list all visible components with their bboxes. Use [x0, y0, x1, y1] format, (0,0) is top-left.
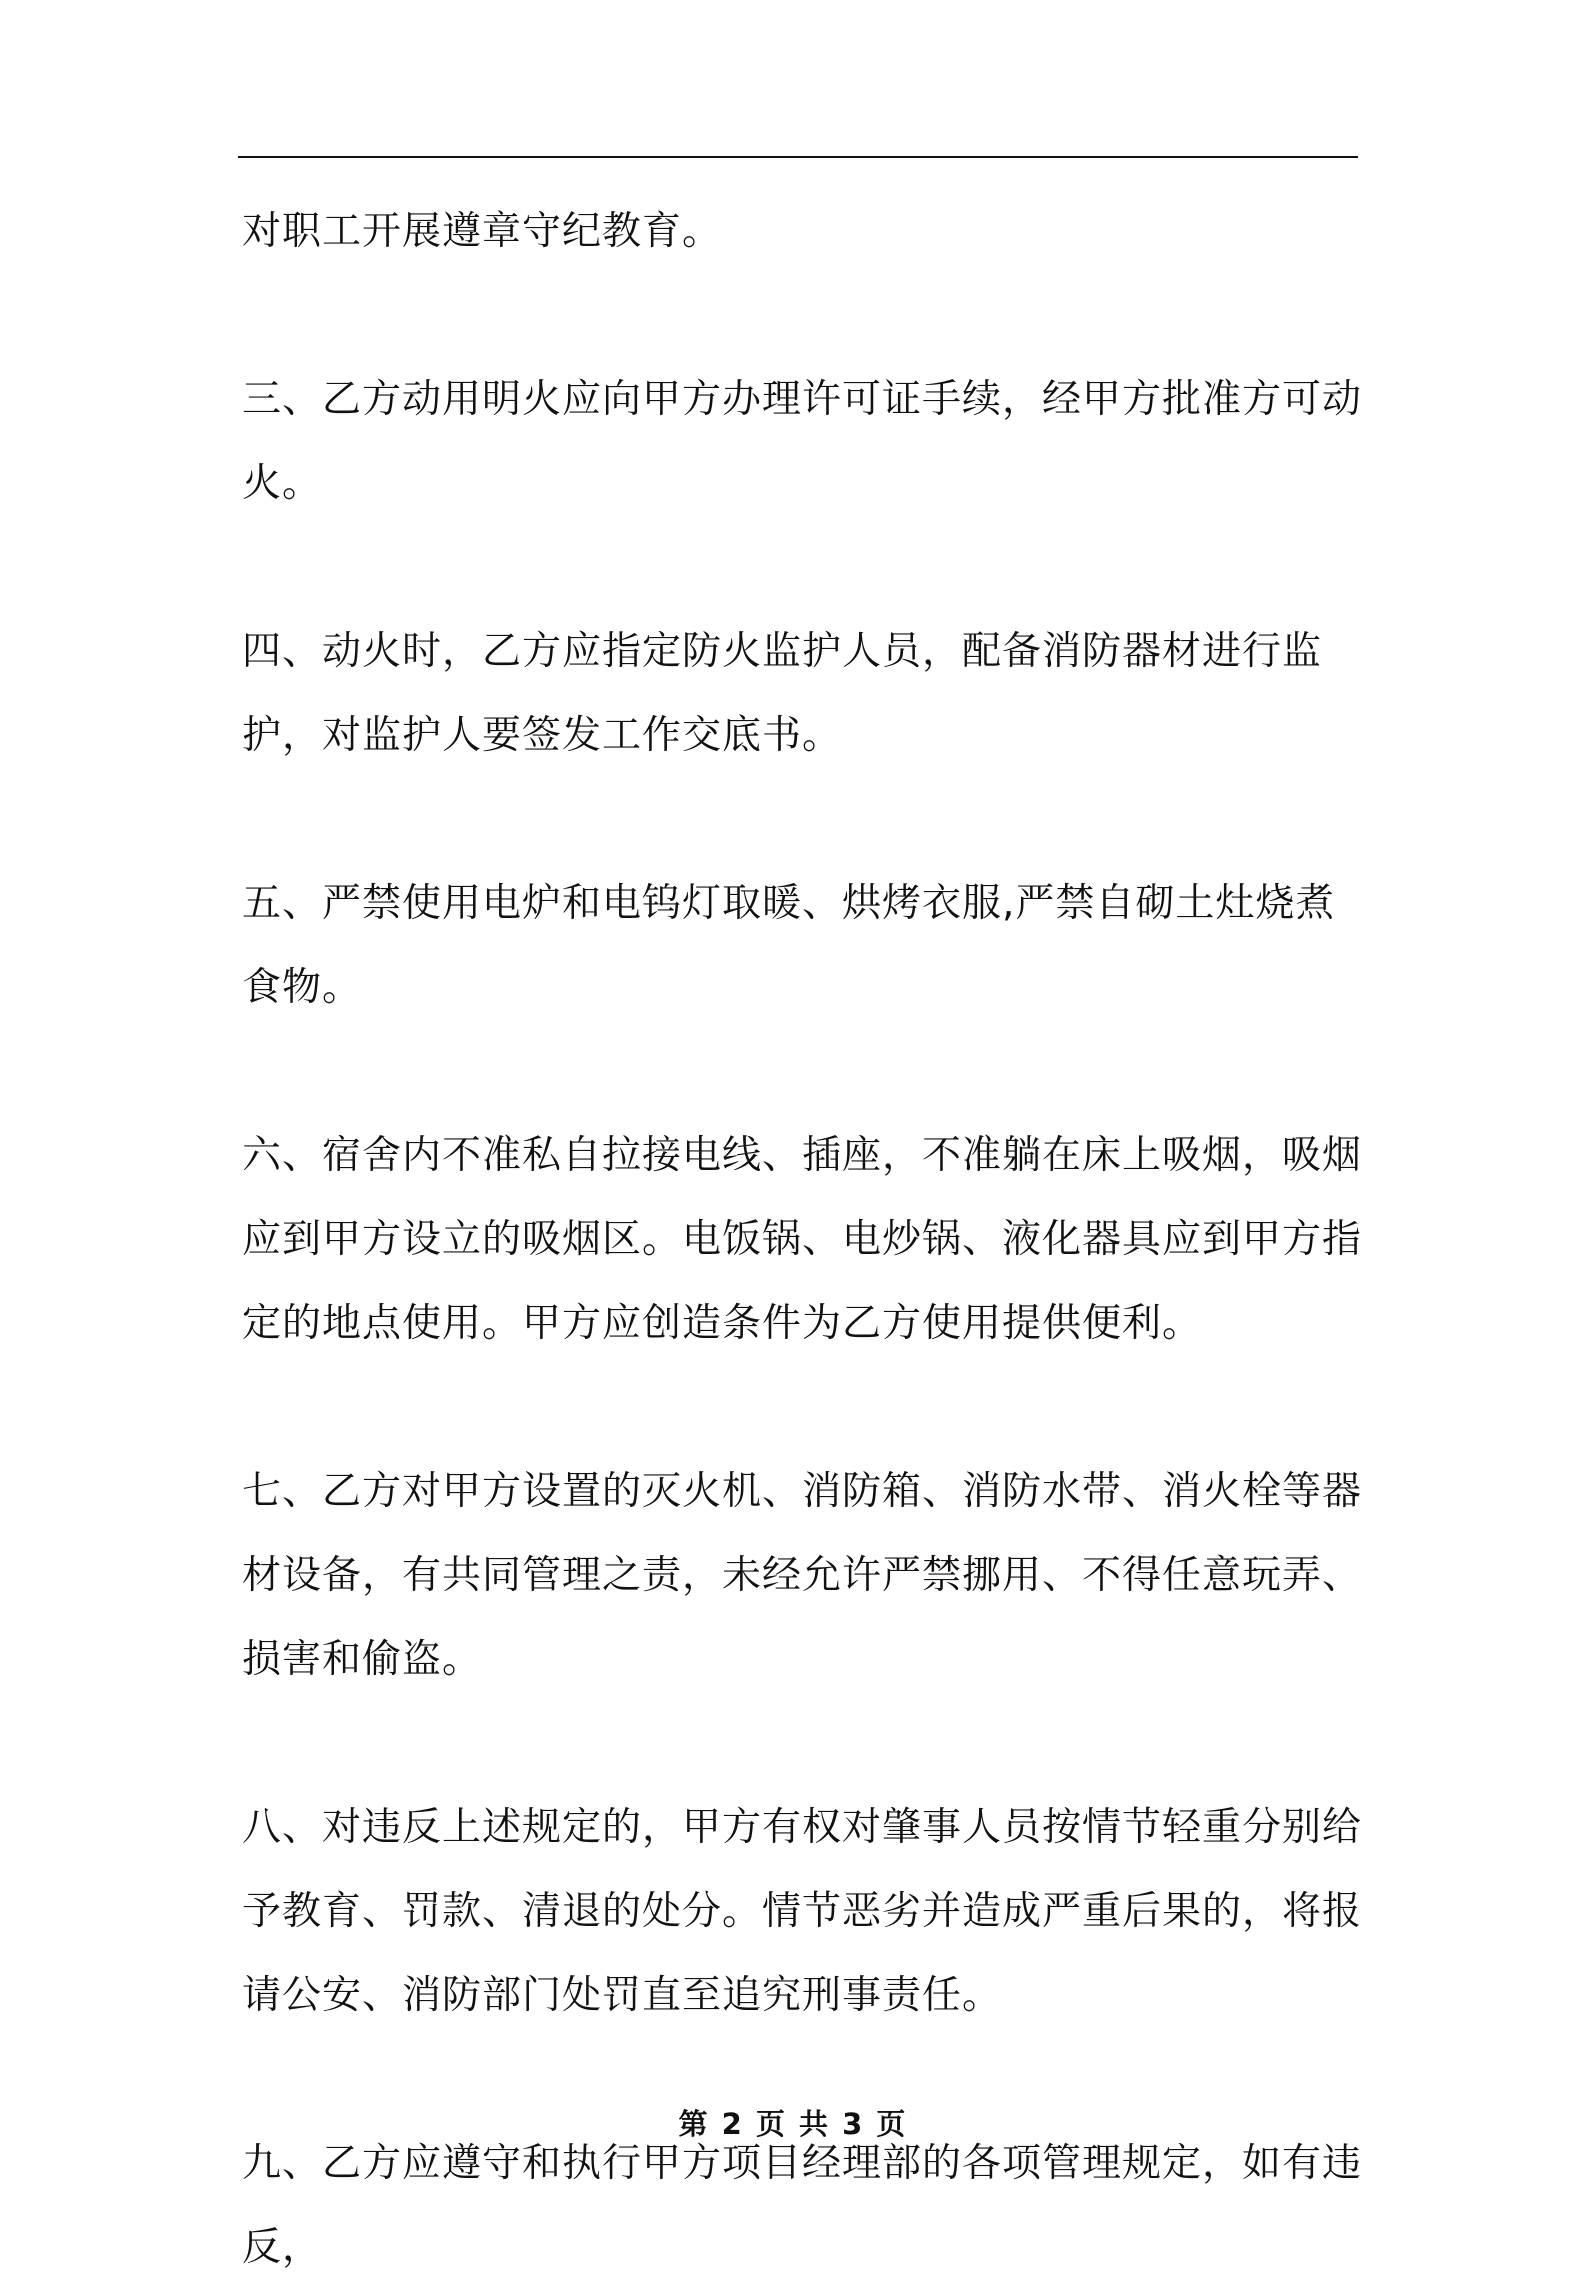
- paragraph-item-9: 九、乙方应遵守和执行甲方项目经理部的各项管理规定，如有违反，: [242, 2141, 1363, 2270]
- paragraph-item-4: 四、动火时，乙方应指定防火监护人员，配备消防器材进行监护，对监护人要签发工作交底书。: [242, 629, 1323, 758]
- paragraph-gap: [242, 1702, 1367, 1786]
- paragraph-item-3: 三、乙方动用明火应向甲方办理许可证手续，经甲方批准方可动火。: [242, 377, 1363, 506]
- footer-middle: 页 共: [743, 2107, 843, 2141]
- paragraph-continuation: 对职工开展遵章守纪教育。: [242, 209, 723, 254]
- header-rule: [238, 156, 1358, 158]
- paragraph-gap: [242, 778, 1367, 862]
- paragraph-item-8: 八、对违反上述规定的，甲方有权对肇事人员按情节轻重分别给予教育、罚款、清退的处分。情节恶劣并造成严重后果的，将报请公安、消防部门处罚直至追究刑事责任。: [242, 1805, 1363, 2018]
- footer-suffix: 页: [864, 2107, 908, 2141]
- paragraph-gap: [242, 1030, 1367, 1114]
- current-page-number: 2: [721, 2107, 744, 2141]
- document-body: [242, 190, 1367, 2290]
- footer-prefix: 第: [678, 2107, 722, 2141]
- page-footer: [0, 2102, 1586, 2143]
- paragraph-gap: [242, 1366, 1367, 1450]
- paragraph-gap: [242, 526, 1367, 610]
- paragraph-item-7: 七、乙方对甲方设置的灭火机、消防箱、消防水带、消火栓等器材设备，有共同管理之责，未经允许严禁挪用、不得任意玩弄、损害和偷盗。: [242, 1469, 1363, 1682]
- total-pages-number: 3: [842, 2107, 865, 2141]
- paragraph-gap: [242, 274, 1367, 358]
- paragraph-item-5: 五、严禁使用电炉和电钨灯取暖、烘烤衣服,严禁自砌土灶烧煮食物。: [242, 881, 1336, 1010]
- paragraph-item-6: 六、宿舍内不准私自拉接电线、插座，不准躺在床上吸烟，吸烟应到甲方设立的吸烟区。电饭锅、电炒锅、液化器具应到甲方指定的地点使用。甲方应创造条件为乙方使用提供便利。: [242, 1133, 1363, 1346]
